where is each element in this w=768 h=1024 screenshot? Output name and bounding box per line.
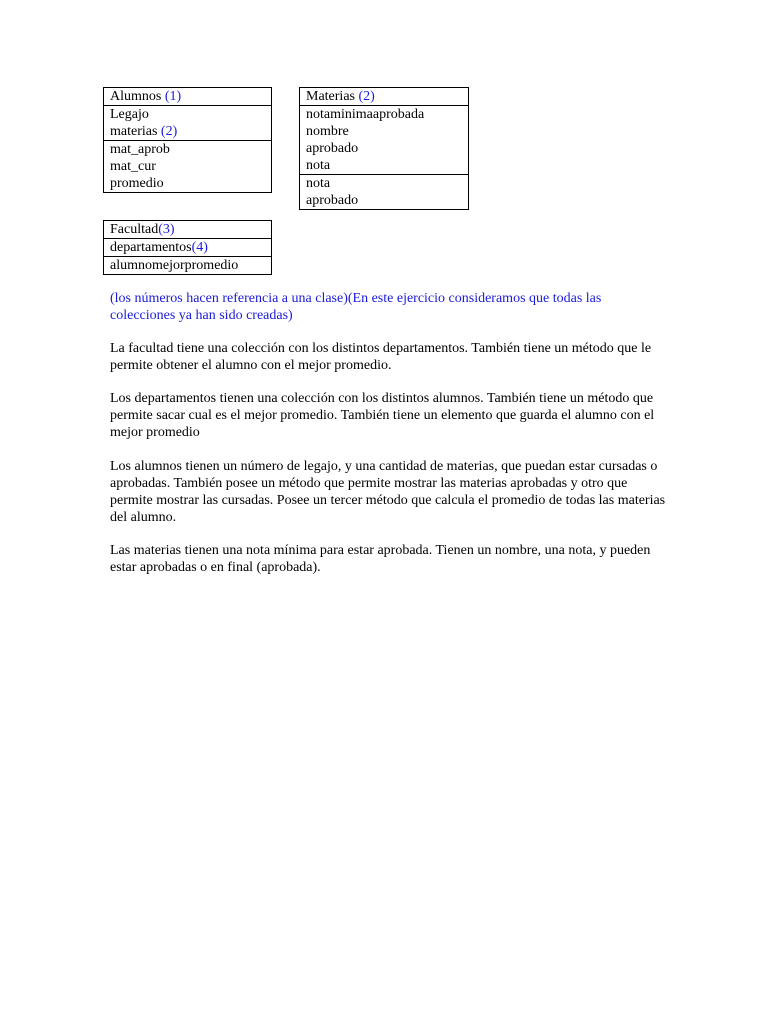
method: promedio	[110, 176, 164, 191]
attribute: Legajo	[110, 107, 149, 122]
method: nota	[306, 176, 331, 191]
class-attributes	[104, 105, 271, 140]
attribute: nota	[306, 158, 331, 173]
paragraph-alumnos: Los alumnos tienen un número de legajo, y una cantidad de materias, que puedan estar cursadas o aprobadas. También posee un método que permite mostrar las materias aprobadas y otro que permite mostrar las cursadas. Posee un tercer método que calcula el promedio de todas las materias del alumno.	[110, 459, 666, 525]
method: aprobado	[306, 193, 359, 208]
class-ref: (2)	[354, 89, 375, 104]
attribute: departamentos	[110, 240, 192, 255]
class-box-facultad	[103, 220, 272, 275]
class-name: Alumnos	[110, 89, 162, 104]
class-ref: (2)	[157, 124, 178, 139]
attribute: notaminimaaprobada	[306, 107, 425, 122]
class-attributes	[300, 105, 468, 174]
class-ref: (4)	[191, 240, 208, 255]
class-ref: (1)	[161, 89, 182, 104]
attribute: nombre	[306, 124, 349, 139]
method: mat_aprob	[110, 142, 170, 157]
class-attributes	[104, 238, 271, 256]
class-header	[300, 88, 468, 105]
class-box-materias	[299, 87, 469, 210]
class-methods	[104, 140, 271, 192]
paragraph-materias: Las materias tienen una nota mínima para estar aprobada. Tienen un nombre, una nota, y pueden estar aprobadas o en final (aprobada).	[110, 543, 651, 575]
class-header	[104, 88, 271, 105]
class-ref: (3)	[158, 222, 175, 237]
method: alumnomejorpromedio	[110, 258, 239, 273]
reference-note: (los números hacen referencia a una clase)(En este ejercicio consideramos que todas las colecciones ya han sido creadas)	[110, 291, 602, 323]
class-methods	[104, 256, 271, 274]
class-header	[104, 221, 271, 238]
attribute: aprobado	[306, 141, 359, 156]
class-name: Facultad	[110, 222, 159, 237]
paragraph-departamentos: Los departamentos tienen una colección con los distintos alumnos. También tiene un método que permite sacar cual es el mejor promedio. También tiene un elemento que guarda el alumno con el mejor promedio	[110, 391, 655, 440]
class-box-alumnos	[103, 87, 272, 193]
class-methods	[300, 174, 468, 209]
attribute: materias	[110, 124, 158, 139]
method: mat_cur	[110, 159, 156, 174]
paragraph-facultad: La facultad tiene una colección con los distintos departamentos. También tiene un método que le permite obtener el alumno con el mejor promedio.	[110, 341, 652, 373]
class-name: Materias	[306, 89, 355, 104]
